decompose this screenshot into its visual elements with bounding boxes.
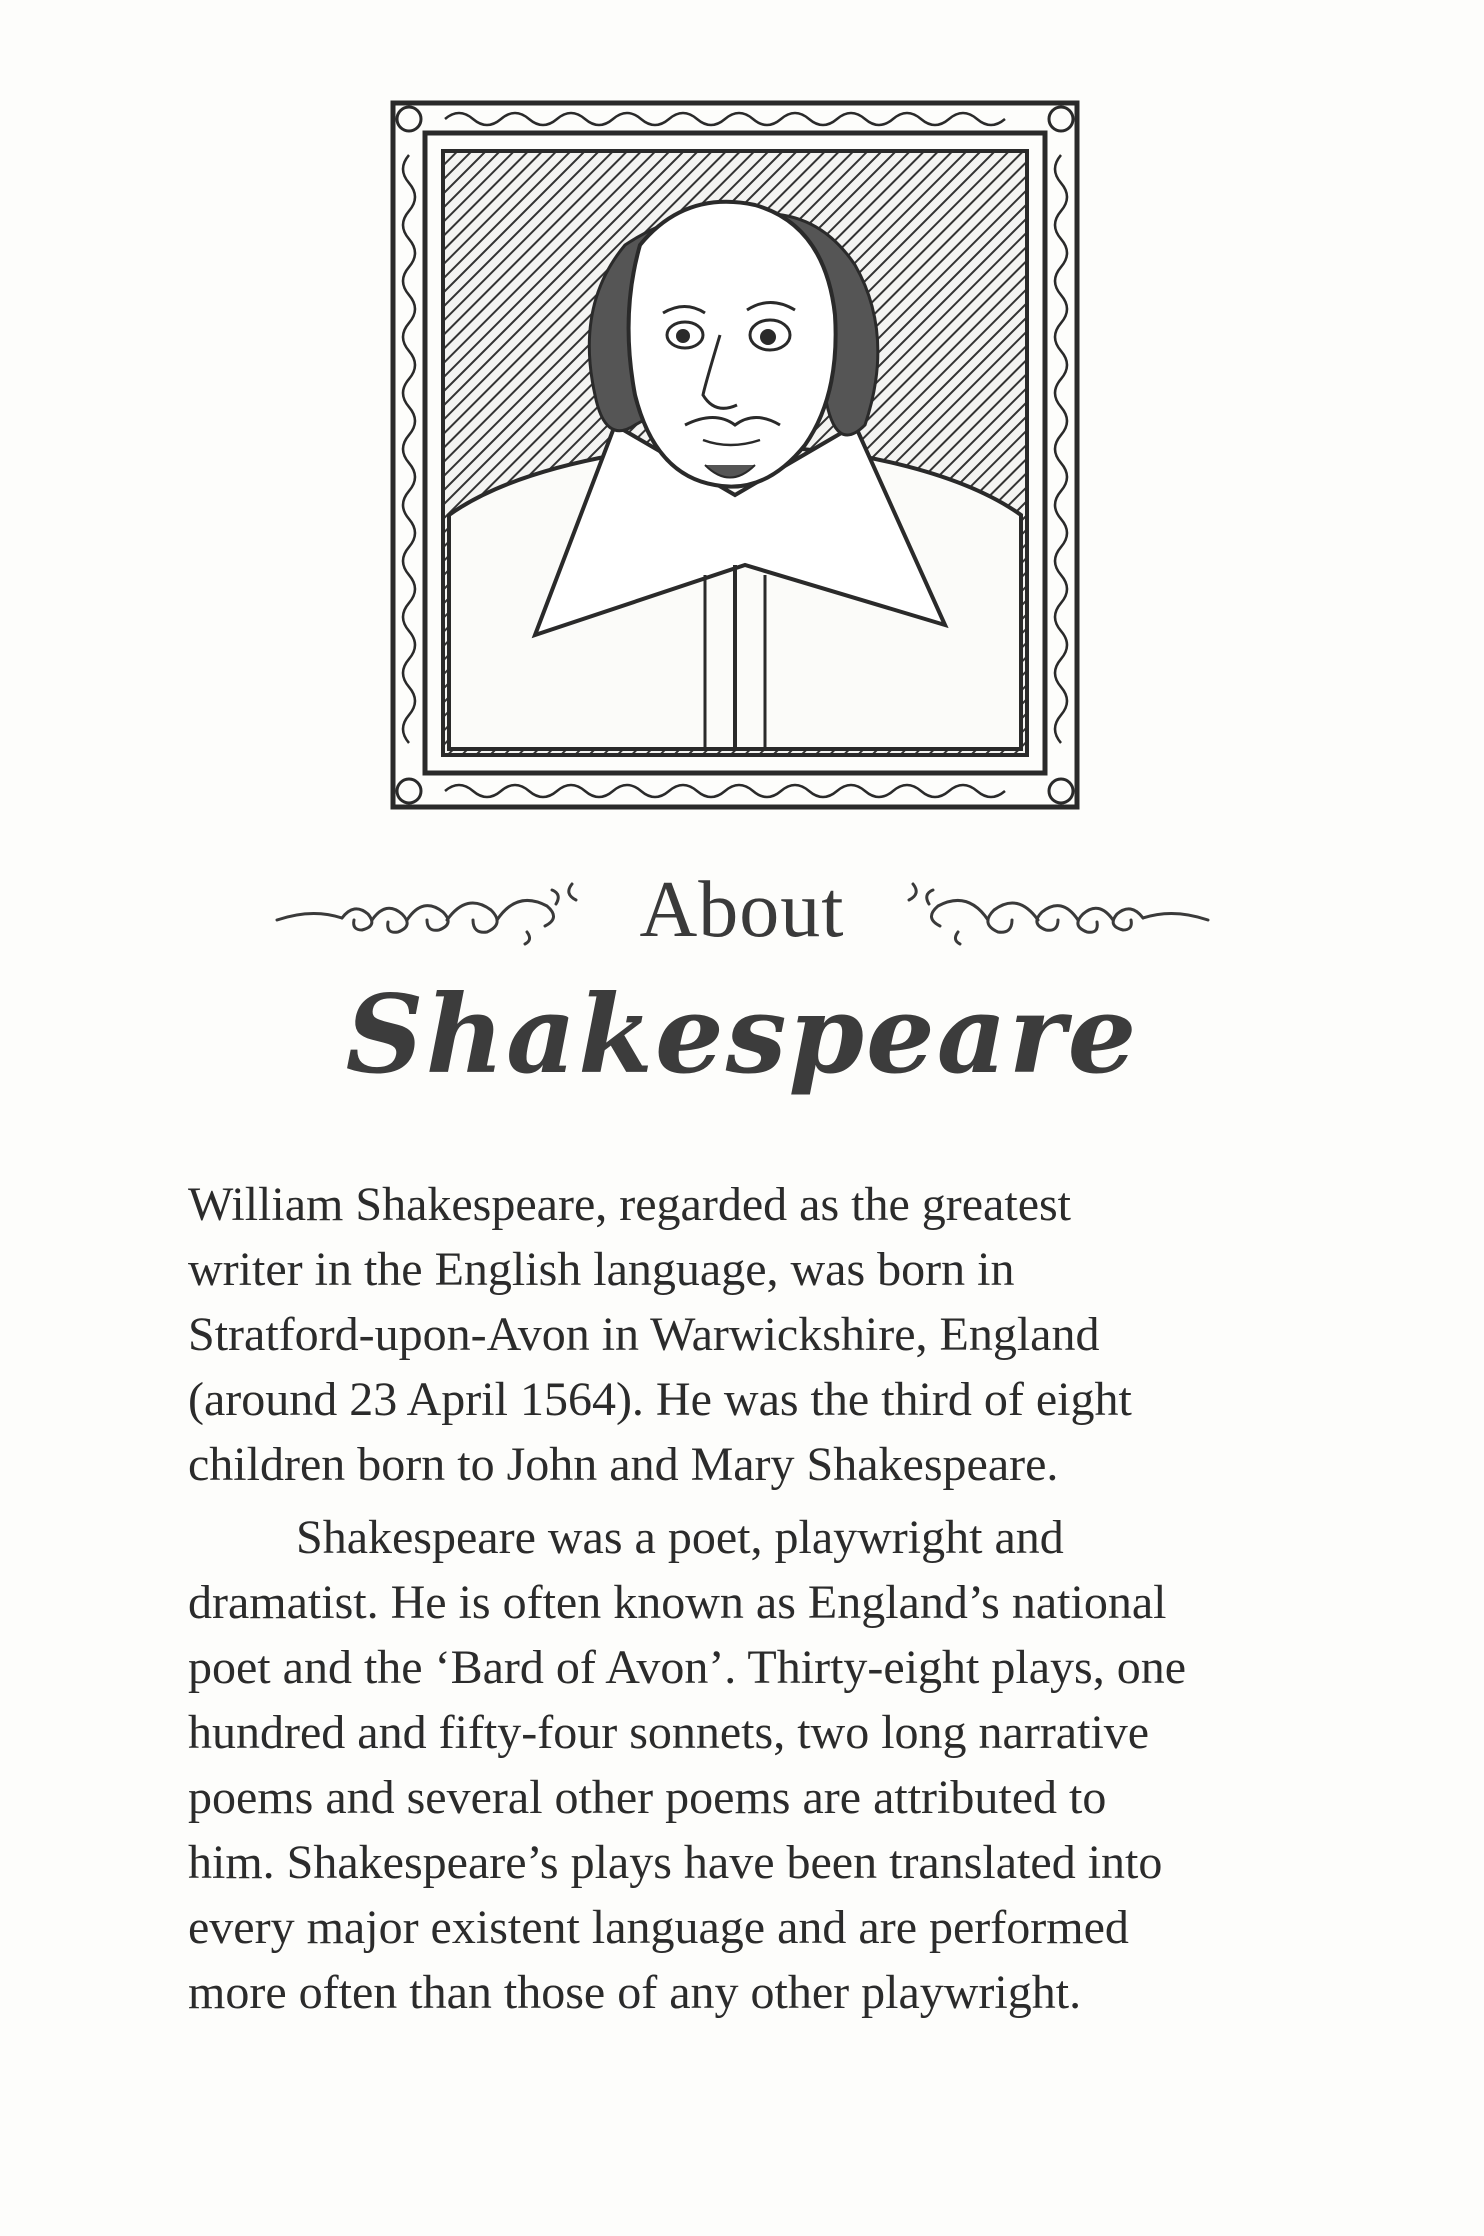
body-text [188, 1172, 1328, 2025]
paragraph-1: William Shakespeare, regarded as the greatest writer in the English language, was born in Stratford-upon-Avon in Warwickshire, England (around 23 April 1564). He was the third of eight children born to John and Mary Shakespeare. [188, 1178, 1132, 1491]
paragraph-2: Shakespeare was a poet, playwright and dramatist. He is often known as England’s national poet and the ‘Bard of Avon’. Thirty-eight plays, one hundred and fifty-four sonnets, two long narrative poems and several other poems are attributed to him. Shakespeare’s plays have been translated into every major existent language and are performed more often than those of any other playwright. [188, 1511, 1186, 2019]
ornament-swirl-right-icon [873, 870, 1213, 950]
heading-name-row [0, 960, 1484, 1120]
heading-about: About [639, 866, 845, 954]
ornament-swirl-left-icon [272, 870, 612, 950]
portrait-illustration [385, 95, 1085, 815]
heading-row [0, 850, 1484, 970]
heading-shakespeare: Shakespeare [345, 972, 1139, 1098]
